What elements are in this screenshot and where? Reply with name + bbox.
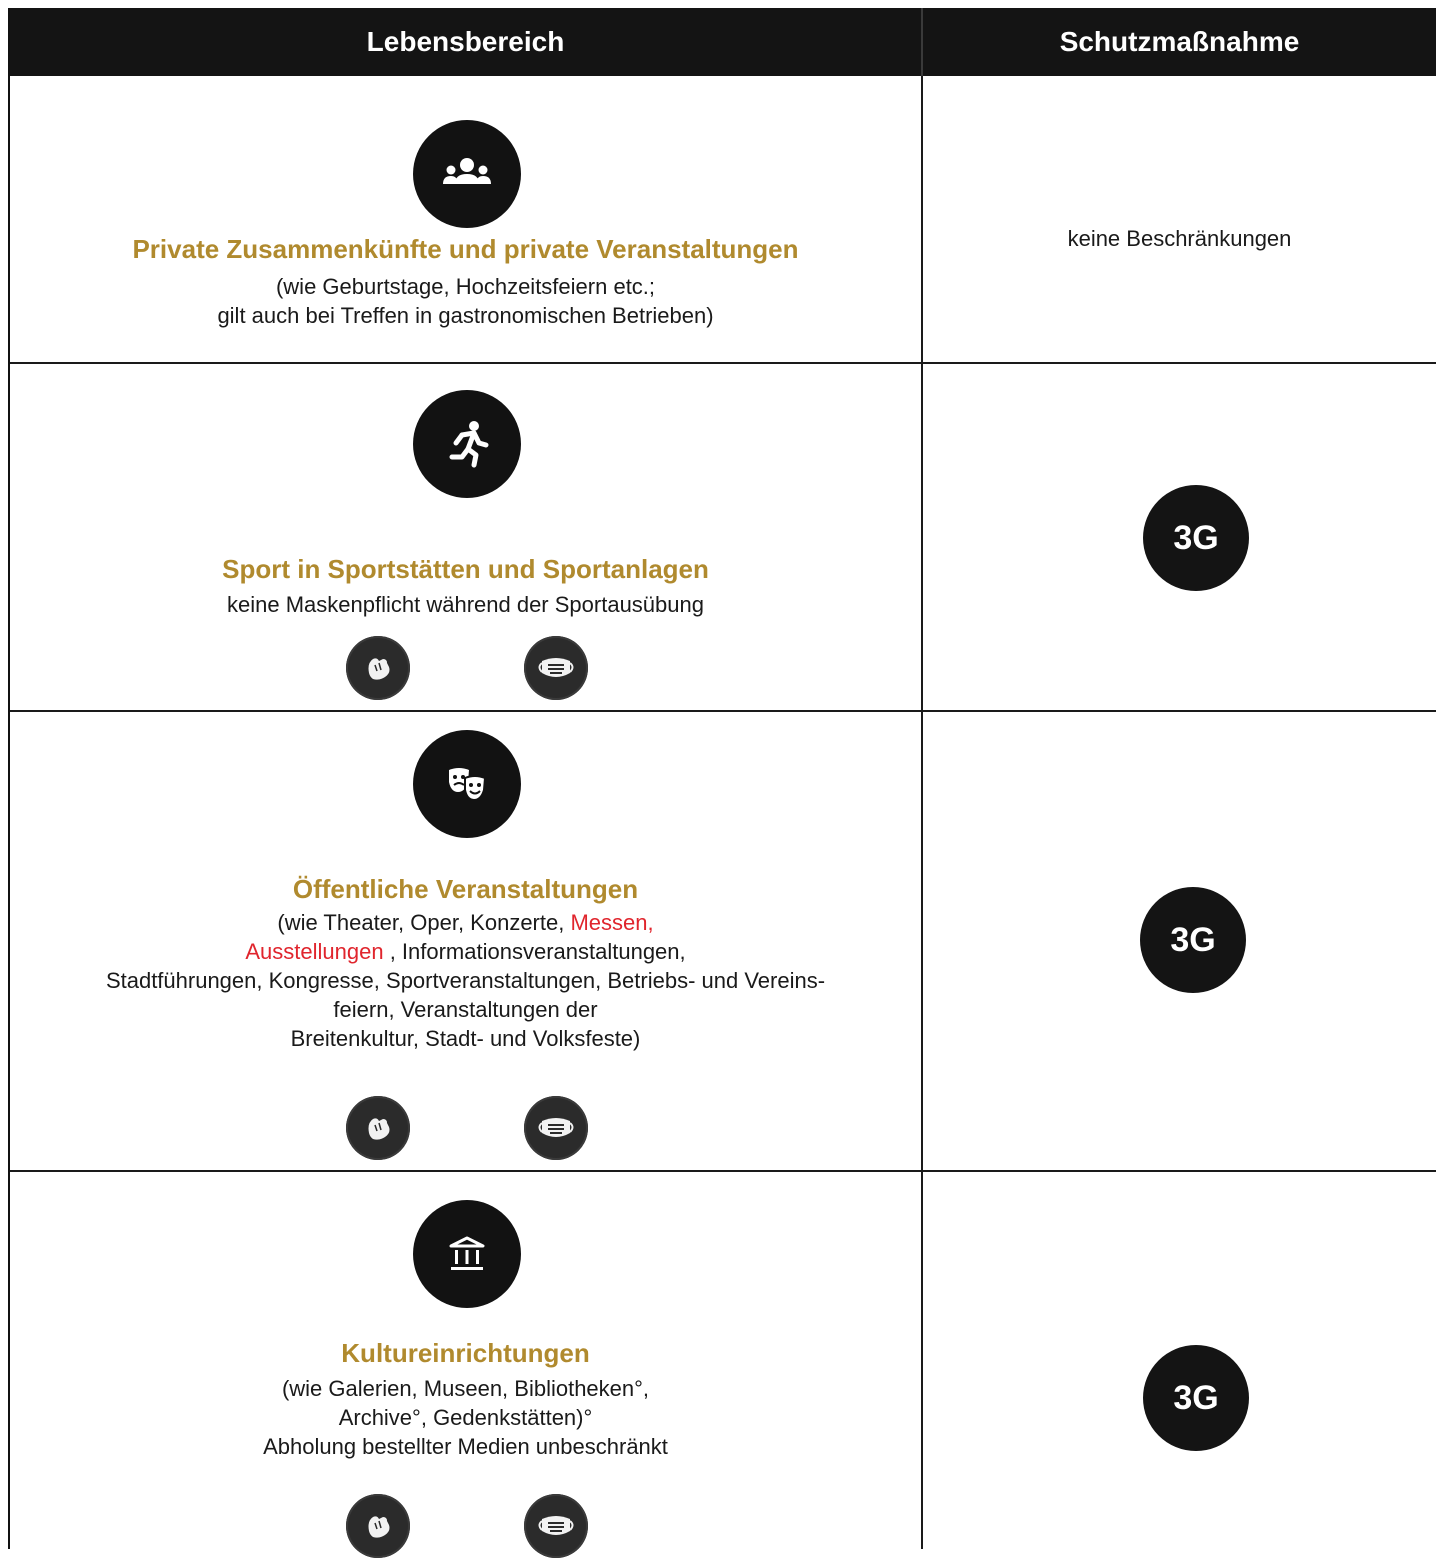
museum-building-icon <box>413 1200 521 1308</box>
hand-wash-icon <box>346 1096 410 1160</box>
hand-wash-icon <box>346 636 410 700</box>
desc-line <box>10 937 921 966</box>
face-mask-icon <box>524 636 588 700</box>
theater-masks-icon <box>413 730 521 838</box>
desc-line: feiern, Veranstaltungen der <box>333 997 598 1022</box>
row-title: Sport in Sportstätten und Sportanlagen <box>222 554 709 584</box>
measures-table <box>8 8 1436 1549</box>
desc-line: gilt auch bei Treffen in gastronomischen Betrieben) <box>217 303 714 328</box>
table-header <box>10 8 1436 76</box>
desc-line: keine Maskenpflicht während der Sportausübung <box>227 592 704 617</box>
measure-3g-badge: 3G <box>1143 1345 1249 1451</box>
desc-line: Breitenkultur, Stadt- und Volksfeste) <box>290 1026 641 1051</box>
row-title: Kultureinrichtungen <box>341 1338 590 1368</box>
row-description <box>10 1374 921 1461</box>
row-description <box>10 590 921 619</box>
desc-line <box>10 908 921 937</box>
desc-line: Stadtführungen, Kongresse, Sportveranstaltungen, Betriebs- und Vereins- <box>105 968 826 993</box>
table-row-sport <box>10 364 1436 712</box>
table-row-culture <box>10 1172 1436 1549</box>
row-description <box>10 908 921 1053</box>
header-schutzmassnahme: Schutzmaßnahme <box>1059 26 1300 57</box>
hand-wash-icon <box>346 1494 410 1558</box>
desc-line: Abholung bestellter Medien unbeschränkt <box>263 1434 668 1459</box>
highlight-ausstellungen: Ausstellungen <box>245 939 384 964</box>
measure-text: keine Beschränkungen <box>1067 226 1292 251</box>
desc-line: (wie Galerien, Museen, Bibliotheken°, <box>281 1376 650 1401</box>
measure-3g-badge: 3G <box>1140 887 1246 993</box>
row-title: Private Zusammenkünfte und private Veranstaltungen <box>132 234 799 264</box>
row-title: Öffentliche Veranstaltungen <box>292 874 639 904</box>
row-description <box>10 272 921 330</box>
desc-text: , Informationsveranstaltungen, <box>383 939 686 964</box>
header-lebensbereich: Lebensbereich <box>366 26 565 57</box>
desc-line: Archive°, Gedenkstätten)° <box>338 1405 593 1430</box>
desc-text: (wie Theater, Oper, Konzerte, <box>277 910 571 935</box>
table-row-private <box>10 76 1436 364</box>
highlight-messen: Messen, <box>570 910 654 935</box>
face-mask-icon <box>524 1494 588 1558</box>
face-mask-icon <box>524 1096 588 1160</box>
desc-line: (wie Geburtstage, Hochzeitsfeiern etc.; <box>275 274 656 299</box>
table-row-events <box>10 712 1436 1172</box>
people-group-icon <box>413 120 521 228</box>
measure-3g-badge: 3G <box>1143 485 1249 591</box>
running-person-icon <box>413 390 521 498</box>
